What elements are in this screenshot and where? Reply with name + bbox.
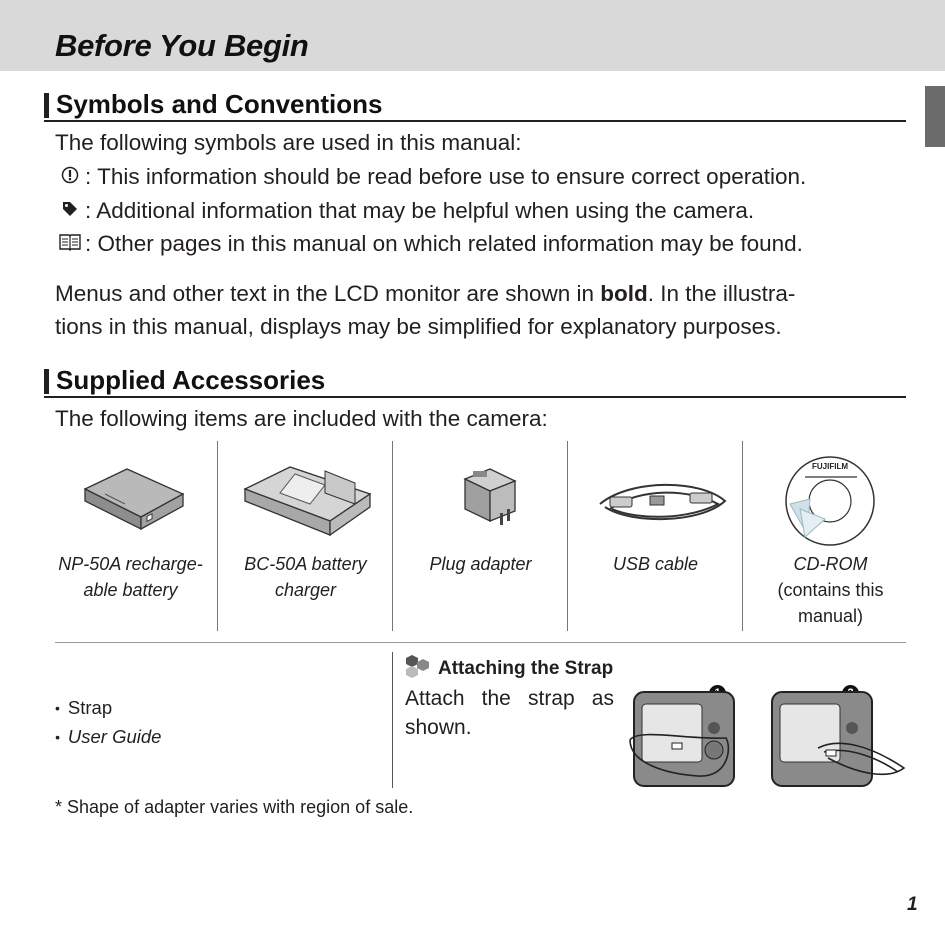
symbols-section-heading — [44, 90, 906, 122]
strap-tip-heading — [405, 654, 613, 684]
caption-line: CD-ROM — [793, 554, 868, 574]
section-tab-marker — [925, 86, 945, 147]
caption-line: Plug adapter — [429, 554, 532, 574]
charger-caption — [218, 551, 393, 603]
other-items-list — [55, 694, 161, 752]
list-item: • Strap — [55, 694, 161, 723]
camera-strap-step1-illustration — [628, 688, 740, 792]
plug-adapter-icon — [415, 449, 545, 544]
caution-description: : This information should be read before use to ensure correct operation. — [85, 164, 807, 189]
accessories-section-heading — [44, 366, 906, 398]
caption-line: manual) — [797, 606, 864, 626]
accessory-charger — [218, 441, 393, 631]
caption-line: USB cable — [612, 554, 699, 574]
list-item: • User Guide — [55, 723, 161, 752]
cd-rom-caption — [743, 551, 918, 629]
plug-adapter-caption — [393, 551, 568, 577]
tip-icon — [405, 654, 431, 684]
camera-strap-step2-illustration — [768, 688, 908, 792]
symbol-row-note — [55, 198, 754, 224]
usb-cable-caption — [568, 551, 743, 577]
caption-line: charger — [274, 580, 337, 600]
strap-instruction: Attach the strap as shown. — [405, 687, 614, 739]
accessories-heading-text: Supplied Accessories — [56, 365, 326, 395]
page-title: Before You Begin — [55, 28, 309, 63]
symbols-intro: The following symbols are used in this manual: — [55, 130, 522, 155]
caption-line: NP-50A recharge- — [58, 554, 203, 574]
charger-icon — [240, 449, 375, 544]
horizontal-divider — [55, 642, 906, 643]
strap-tip-title: Attaching the Strap — [438, 658, 614, 679]
column-divider — [392, 652, 393, 788]
heading-bars — [44, 369, 49, 394]
accessories-intro: The following items are included with the camera: — [55, 406, 548, 431]
cd-brand-text: FUJIFILM — [812, 462, 848, 471]
accessory-battery — [43, 441, 218, 631]
usb-cable-icon — [590, 449, 730, 544]
footnote: * Shape of adapter varies with region of sale. — [55, 797, 414, 817]
menus-text-before: Menus and other text in the LCD monitor are shown in — [55, 281, 601, 306]
menus-paragraph-line2: tions in this manual, displays may be simplified for explanatory purposes. — [55, 314, 782, 339]
battery-caption — [43, 551, 218, 603]
accessory-usb-cable — [568, 441, 743, 631]
symbols-heading-text: Symbols and Conventions — [56, 89, 383, 119]
page-number: 1 — [907, 894, 918, 915]
heading-bars — [44, 93, 49, 118]
caption-line: BC-50A battery — [244, 554, 367, 574]
book-description: : Other pages in this manual on which related information may be found. — [85, 231, 803, 256]
book-icon — [55, 231, 85, 257]
cd-rom-icon — [765, 449, 895, 549]
battery-icon — [65, 449, 195, 544]
menus-paragraph-line1 — [55, 281, 795, 307]
caption-line: able battery — [83, 580, 178, 600]
accessories-grid — [43, 441, 906, 631]
symbol-row-book — [55, 231, 803, 257]
note-icon — [55, 198, 85, 224]
accessory-cd-rom — [743, 441, 918, 631]
note-description: : Additional information that may be helpful when using the camera. — [85, 198, 755, 223]
menus-bold-word: bold — [600, 281, 648, 306]
caution-icon — [55, 164, 85, 190]
caption-line: (contains this — [777, 580, 884, 600]
accessory-plug-adapter — [393, 441, 568, 631]
symbol-row-caution — [55, 164, 806, 190]
menus-text-after: . In the illustra- — [647, 281, 796, 306]
